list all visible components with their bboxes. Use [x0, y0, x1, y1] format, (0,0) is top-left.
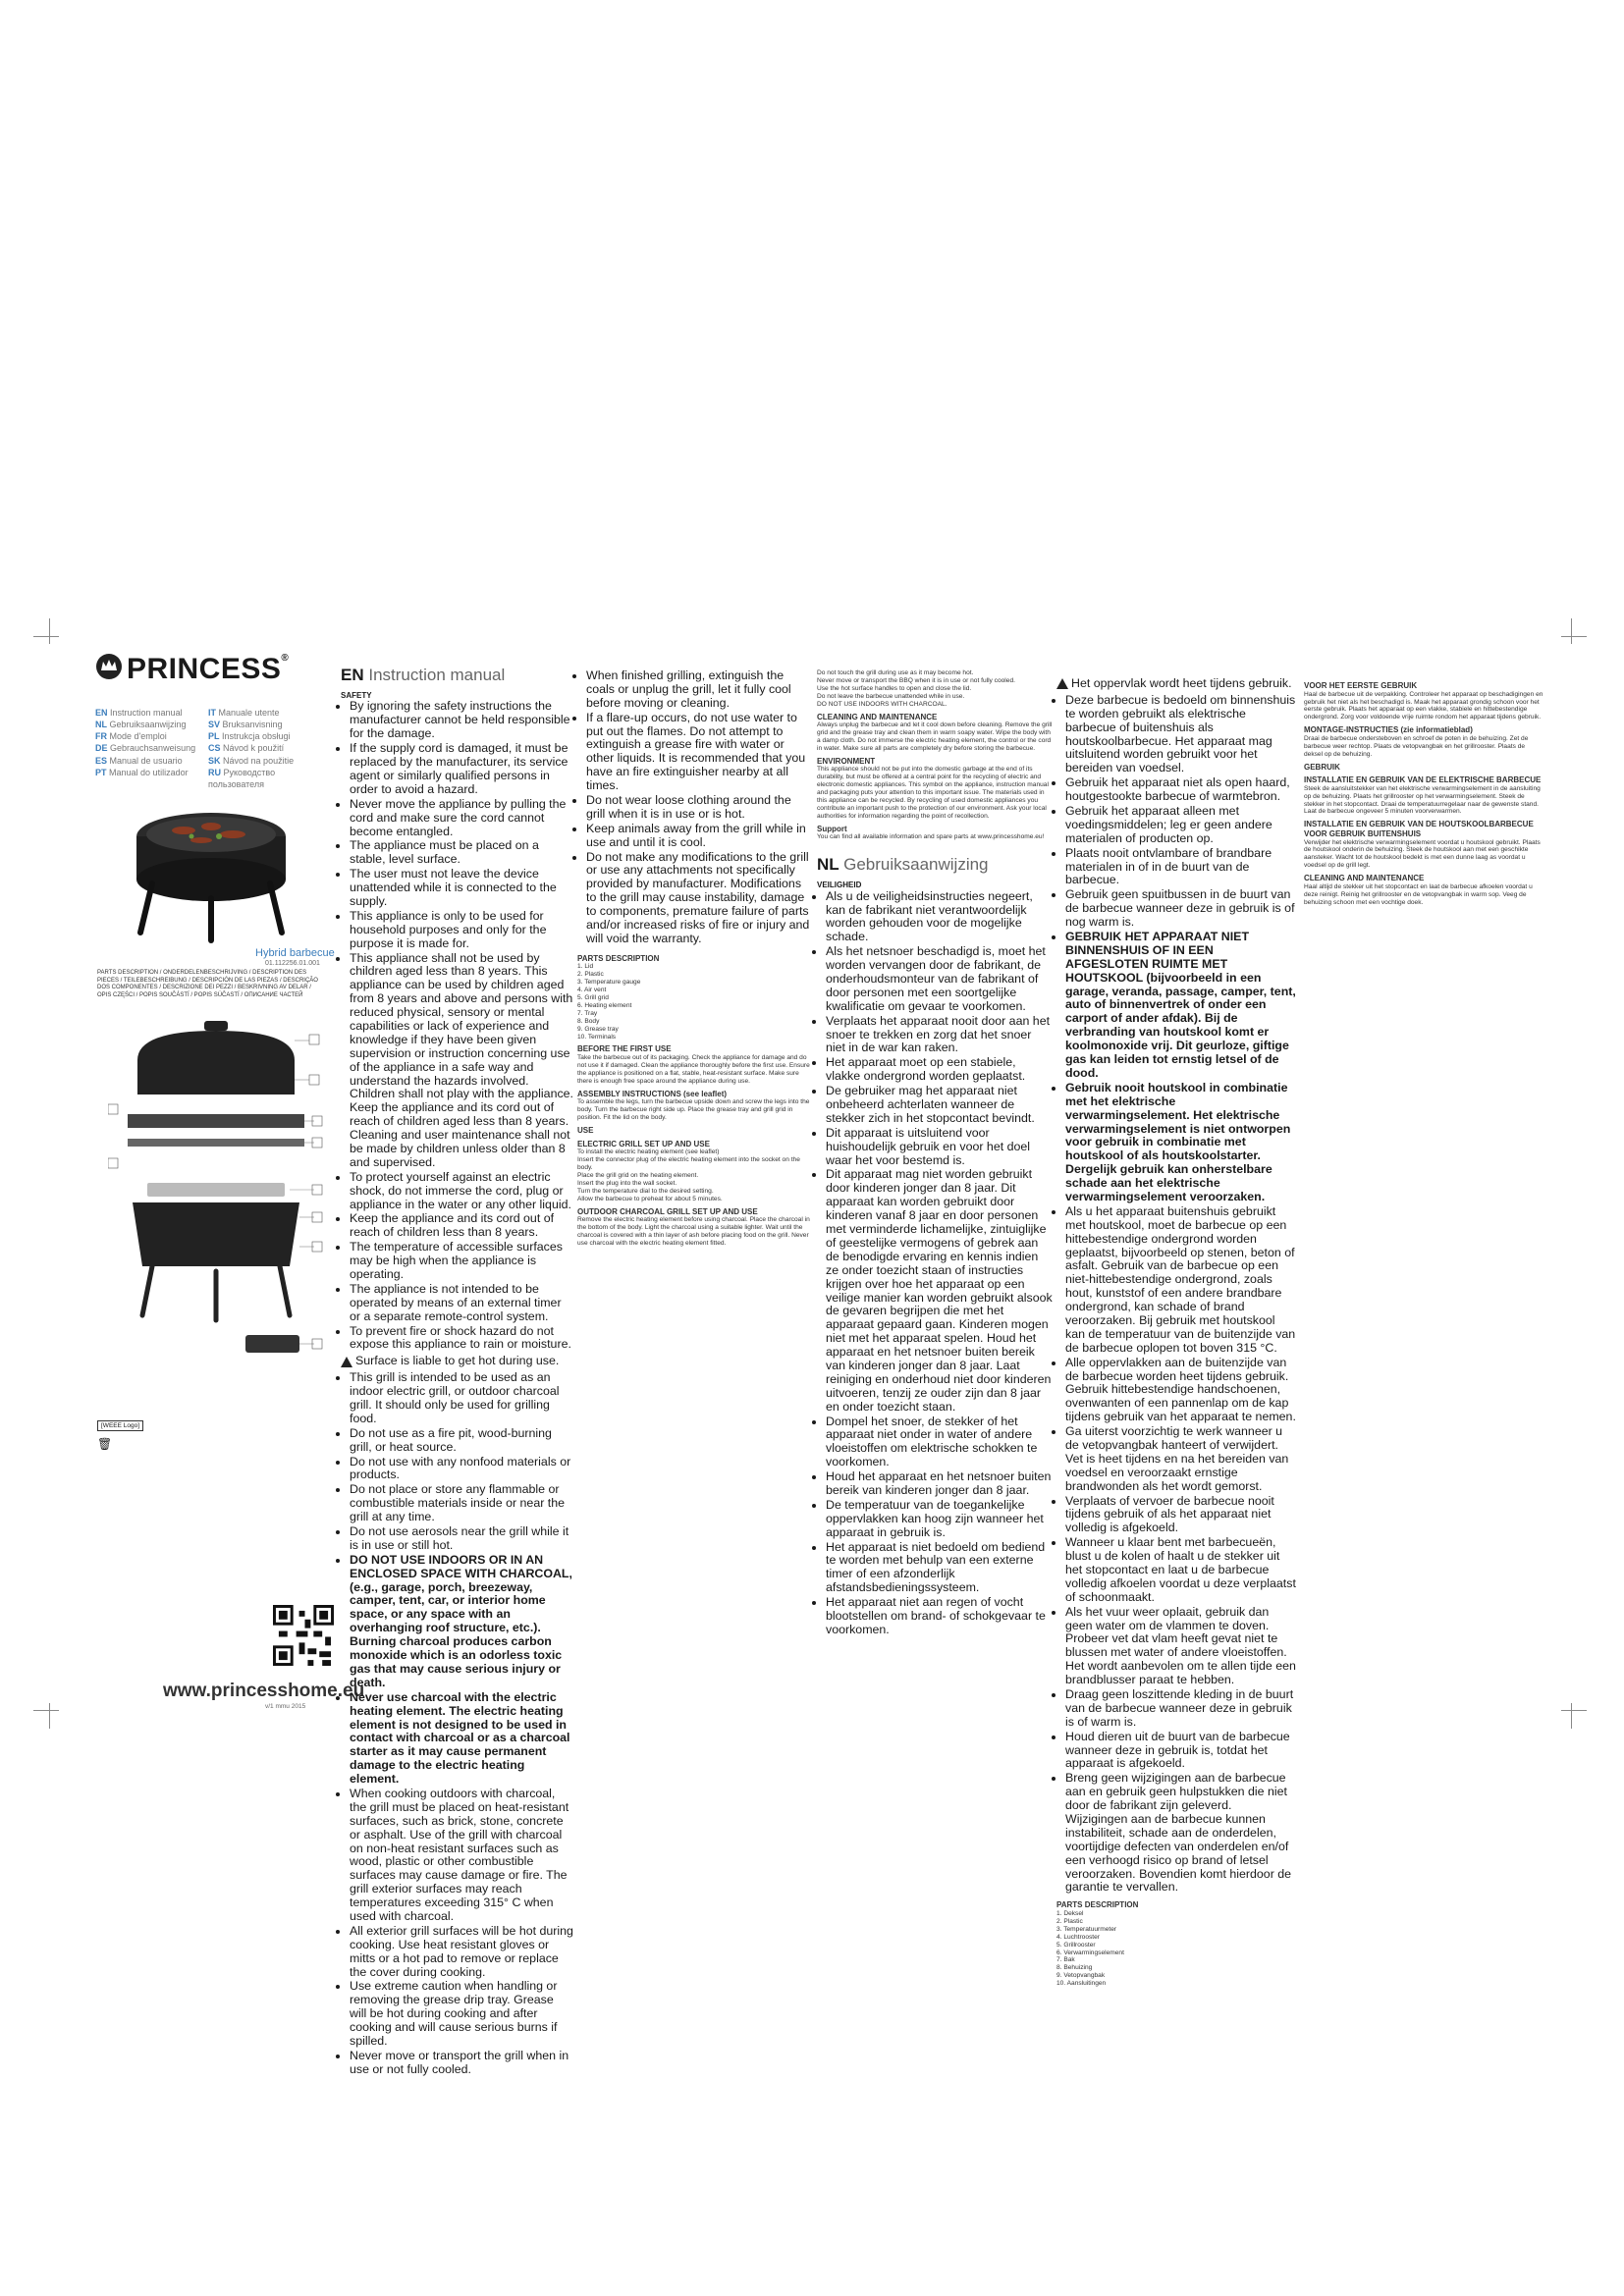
en-assembly-text: To assemble the legs, turn the barbecue upside down and screw the legs into the body. Turn the barbecue right side up. Place the grease tray and grill grid in position. Fit the lid on the body.	[577, 1098, 810, 1122]
language-item: SK Návod na použitie	[208, 755, 295, 766]
list-item: • Do not make any modifications to the grill or use any attachments not specifically provided by manufacturer. Modifications to the grill may cause instability, damage to components, premature failure of parts and/or increased risks of fire or injury and will void the warranty.	[586, 851, 813, 946]
hot-surface-warning: Surface is liable to get hot during use.	[355, 1354, 560, 1368]
list-item: • Houd dieren uit de buurt van de barbecue wanneer deze in gebruik is, totdat het apparaat is afgekoeld.	[1065, 1731, 1297, 1772]
nl-use-title: GEBRUIK	[1304, 762, 1340, 772]
en-support-text: You can find all available information and spare parts at www.princesshome.eu!	[817, 833, 1045, 841]
en-parts-title: PARTS DESCRIPTION	[577, 953, 660, 963]
crop-mark	[49, 618, 50, 644]
list-item: Do not touch the grill during use as it may become hot.	[817, 669, 974, 676]
crop-mark	[1561, 1710, 1587, 1711]
part-item: 3. Temperature gauge	[577, 979, 641, 987]
nl-charcoal-text: Verwijder het elektrische verwarmingselement voordat u houtskool gebruikt. Plaats de houtskool onderin de behuizing. Steek de houtskool aan met een geschikte aansteker. Wacht tot de houtskool bedekt is met een dunne laag as voordat u voedsel op de grill legt.	[1304, 838, 1541, 870]
en-environment-text: This appliance should not be put into the domestic garbage at the end of its durability, but must be offered at a central point for the recycling of electric and electronic domestic appliances. This symbol on the appliance, instruction manual and packaging puts your attention to this important issue. The materials used in this appliance can be recycled. By recycling of used domestic appliances you contribute an important push to the protection of our environment. Ask your local authorities for information regarding the point of recollection.	[817, 766, 1049, 820]
list-item: • To prevent fire or shock hazard do not expose this appliance to rain or moisture.	[350, 1325, 573, 1353]
list-item: • Do not use aerosols near the grill while it is in use or still hot.	[350, 1525, 573, 1553]
nl-first-use-text: Haal de barbecue uit de verpakking. Controleer het apparaat op beschadigingen en gebruik het niet als het beschadigd is. Maak het apparaat grondig schoon voor het eerste gebruik. Plaats het apparaat op een vlakke, stabiele en hittebestendige ondergrond. Zorg voor voldoende vrije ruimte rondom het apparaat tijdens gebruik.	[1304, 690, 1543, 721]
part-item: 10. Terminals	[577, 1033, 617, 1041]
nl-parts-title: PARTS DESCRIPTION	[1056, 1900, 1139, 1910]
list-item: • Never move or transport the grill when in use or not fully cooled.	[350, 2050, 573, 2077]
crop-mark	[1571, 618, 1572, 644]
list-item: • The appliance is not intended to be operated by means of an external timer or a separate remote-control system.	[350, 1283, 573, 1324]
nl-electric-title: INSTALLATIE EN GEBRUIK VAN DE ELEKTRISCHE BARBECUE	[1304, 775, 1542, 785]
list-item: DO NOT USE INDOORS WITH CHARCOAL.	[817, 700, 947, 708]
crop-mark	[33, 636, 59, 637]
list-item: • Ga uiterst voorzichtig te werk wanneer u de vetopvangbak hanteert of verwijdert. Vet is heet tijdens en na het bereiden van voedsel en veroorzaakt ernstige brandwonden als het wordt gemorst.	[1065, 1425, 1297, 1493]
bin-icon: 🗑	[97, 1437, 113, 1451]
list-item: • Do not place or store any flammable or combustible materials inside or near the grill at any time.	[350, 1483, 573, 1524]
part-item: 10. Aansluitingen	[1056, 1980, 1107, 1988]
part-item: 7. Tray	[577, 1009, 598, 1017]
en-charcoal-title: OUTDOOR CHARCOAL GRILL SET UP AND USE	[577, 1206, 758, 1216]
list-item: • Het apparaat niet aan regen of vocht blootstellen om brand- of schokgevaar te voorkomen.	[826, 1596, 1053, 1637]
list-item: • Als u de veiligheidsinstructies negeert, kan de fabrikant niet verantwoordelijk worden gehouden voor de mogelijke schade.	[826, 890, 1053, 945]
crop-mark	[1571, 1703, 1572, 1729]
list-item: • Keep animals away from the grill while in use and until it is cool.	[586, 823, 813, 850]
language-item: CS Návod k použití	[208, 743, 285, 754]
en-cleaning-text: Always unplug the barbecue and let it cool down before cleaning. Remove the grill grid and the grease tray and clean them in warm soapy water. Wipe the body with a damp cloth. Do not immerse the electric heating element, the control or the cord in water. Make sure all parts are completely dry before storing the barbecue.	[817, 721, 1053, 752]
part-item: 6. Verwarmingselement	[1056, 1949, 1124, 1956]
list-item: • Als het vuur weer oplaait, gebruik dan geen water om de vlammen te doven. Probeer vet dat vlam heeft gevat niet te blussen met water of andere vloeistoffen. Het wordt aanbevolen om te allen tijde een brandblusser paraat te hebben.	[1065, 1606, 1297, 1687]
en-before-text: Take the barbecue out of its packaging. Check the appliance for damage and do not use it if damaged. Clean the appliance thoroughly before the first use. Ensure the appliance is positioned on a flat, stable, heat-resistant surface. Make sure there is enough free space around the appliance during use.	[577, 1054, 810, 1085]
list-item: • Alle oppervlakken aan de buitenzijde van de barbecue worden heet tijdens gebruik. Gebruik hittebestendige handschoenen, ovenwanten of een pannenlap om de kap tijdens gebruik van het apparaat te nemen.	[1065, 1357, 1297, 1424]
part-item: 5. Grillrooster	[1056, 1941, 1096, 1949]
list-item: • This appliance shall not be used by children aged less than 8 years. This appliance can be used by children aged from 8 years and above and persons with reduced physical, sensory or mental capabilities or lack of experience and knowledge if they have been given supervision or instruction concerning use of the appliance in a safe way and understand the hazards involved. Children shall not play with the appliance. Keep the appliance and its cord out of reach of children aged less than 8 years. Cleaning and user maintenance shall not be made by children unless older than 8 and supervised.	[350, 952, 573, 1170]
list-item: • Gebruik nooit houtskool in combinatie met het elektrische verwarmingselement. Het elektrische verwarmingselement is niet ontworpen voor gebruik in combinatie met houtskool of als houtskoolstarter. Dergelijk gebruik kan onherstelbare schade aan het elektrische verwarmingselement veroorzaken.	[1065, 1082, 1297, 1204]
nl-cleaning-text: Haal altijd de stekker uit het stopcontact en laat de barbecue afkoelen voordat u deze reinigt. Reinig het grillrooster en de vetopvangbak in warm sop. Veeg de behuizing schoon met een vochtige doek.	[1304, 882, 1533, 906]
nl-column-2	[1056, 677, 1297, 1988]
part-item: 8. Body	[577, 1017, 600, 1025]
list-item: • Never move the appliance by pulling the cord and make sure the cord cannot become entangled.	[350, 798, 573, 839]
list-item: • Do not use with any nonfood materials or products.	[350, 1456, 573, 1483]
en-support-title: Support	[817, 824, 847, 833]
list-item: • This grill is intended to be used as an indoor electric grill, or outdoor charcoal grill. It should only be used for grilling food.	[350, 1371, 573, 1426]
crop-mark	[49, 1703, 50, 1729]
list-item: • The temperature of accessible surfaces may be high when the appliance is operating.	[350, 1241, 573, 1282]
nl-column-3	[1304, 677, 1544, 908]
en-section-title: EN Instruction manual	[341, 666, 506, 684]
list-item: • The appliance must be placed on a stable, level surface.	[350, 839, 573, 867]
product-photo	[123, 785, 299, 947]
parts-heading: PARTS DESCRIPTION / ONDERDELENBESCHRIJVING / DESCRIPTION DES PIECES / TEILEBESCHREIBUNG / DESCRIPCIÓN DE LAS PIEZAS / DESCRIÇÃO DOS COMPONENTES / DESCRIZIONE DEI PEZZI / BESKRIVNING AV DELAR / OPIS CZĘŚCI / POPIS SOUČÁSTÍ / POPIS SÚČASTÍ / ОПИСАНИЕ ЧАСТЕЙ	[97, 970, 318, 998]
crop-mark	[33, 1710, 59, 1711]
language-item: DE Gebrauchsanweisung	[95, 743, 196, 754]
part-item: 1. Lid	[577, 963, 594, 971]
list-item: • Never use charcoal with the electric heating element. The electric heating element is not designed to be used in contact with charcoal or as a charcoal starter as it may cause permanent damage to the electric heating element.	[350, 1691, 573, 1787]
list-item: • Keep the appliance and its cord out of reach of children less than 8 years.	[350, 1212, 573, 1240]
part-item: 7. Bak	[1056, 1956, 1075, 1964]
part-item: 4. Luchtrooster	[1056, 1933, 1100, 1941]
weee-logo: [WEEE Logo] 🗑	[97, 1420, 143, 1451]
list-item: • Breng geen wijzigingen aan de barbecue aan en gebruik geen hulpstukken die niet door de fabrikant zijn geleverd. Wijzigingen aan de barbecue kunnen instabiliteit, schade aan de onderdelen, voortijdige defecten van onderdelen en/of een verhoogd risico op brand of letsel veroorzaken. Bovendien komt hierdoor de garantie te vervallen.	[1065, 1772, 1297, 1895]
part-item: 6. Heating element	[577, 1001, 632, 1009]
part-item: 9. Grease tray	[577, 1025, 619, 1033]
product-name: Hybrid barbecue	[255, 947, 335, 959]
list-item: • Als u het apparaat buitenshuis gebruikt met houtskool, moet de barbecue op een hittebestendige ondergrond worden geplaatst, bijvoorbeeld op stenen, beton of asfalt. Gebruik van de barbecue op een niet-hittebestendige ondergrond, zoals hout, kunststof of een andere brandbare ondergrond, kan schade of brand veroorzaken. Bij gebruik met houtskool kan de temperatuur van de buitenzijde van de barbecue oplopen tot boven 315 °C.	[1065, 1205, 1297, 1356]
en-use-title: USE	[577, 1126, 594, 1135]
list-item: Never move or transport the BBQ when it is in use or not fully cooled.	[817, 676, 1015, 684]
parts-diagram	[108, 1021, 324, 1394]
list-item: Use the hot surface handles to open and close the lid.	[817, 684, 972, 692]
part-item: 2. Plastic	[577, 971, 604, 979]
version-code: v/1 mmu 2015	[265, 1703, 306, 1710]
hot-surface-icon	[341, 1357, 352, 1367]
list-item: • Als het netsnoer beschadigd is, moet het worden vervangen door de fabrikant, de onderhoudsmonteur van de fabrikant of door personen met een soortgelijke kwalificatie om gevaar te voorkomen.	[826, 945, 1053, 1013]
nl-section-title: NL Gebruiksaanwijzing	[817, 855, 989, 875]
step-item: Turn the temperature dial to the desired setting.	[577, 1187, 714, 1195]
list-item: • Dit apparaat is uitsluitend voor huishoudelijk gebruik en voor het doel waar het voor bestemd is.	[826, 1127, 1053, 1168]
part-item: 4. Air vent	[577, 987, 607, 994]
nl-assembly-title: MONTAGE-INSTRUCTIES (zie informatieblad)	[1304, 725, 1473, 735]
crop-mark	[1561, 636, 1587, 637]
list-item: • Plaats nooit ontvlambare of brandbare materialen in of in de buurt van de barbecue.	[1065, 847, 1297, 888]
step-item: Allow the barbecue to preheat for about 5 minutes.	[577, 1195, 723, 1202]
list-item: • If a flare-up occurs, do not use water to put out the flames. Do not attempt to extinguish a grease fire with water or other liquids. It is recommended that you have an fire extinguisher nearby at all times.	[586, 712, 813, 793]
part-item: 3. Temperatuurmeter	[1056, 1925, 1117, 1933]
nl-first-use-title: VOOR HET EERSTE GEBRUIK	[1304, 681, 1418, 690]
hot-surface-icon	[1056, 678, 1068, 689]
list-item: Do not leave the barbecue unattended while in use.	[817, 692, 965, 700]
language-list	[95, 707, 321, 790]
step-item: Place the grill grid on the heating element.	[577, 1171, 699, 1179]
nl-electric-text: Steek de aansluitstekker van het elektrische verwarmingselement in de aansluiting op de behuizing. Plaats het grillrooster op het verwarmingselement. Steek de stekker in het stopcontact. Draai de temperatuurregelaar naar de gewenste stand. Laat de barbecue ongeveer 5 minuten voorverwarmen.	[1304, 784, 1541, 816]
list-item: • De temperatuur van de toegankelijke oppervlakken kan hoog zijn wanneer het apparaat in gebruik is.	[826, 1499, 1053, 1540]
list-item: • Draag geen loszittende kleding in de buurt van de barbecue wanneer deze in gebruik is of warm is.	[1065, 1688, 1297, 1730]
list-item: • Use extreme caution when handling or removing the grease drip tray. Grease will be hot during cooking and after cooking and will cause serious burns if spilled.	[350, 1980, 573, 2048]
website-url: www.princesshome.eu	[163, 1681, 365, 1701]
list-item: • Wanneer u klaar bent met barbecueën, blust u de kolen of haalt u de stekker uit het stopcontact en laat u de barbecue volledig afkoelen voordat u deze verplaatst of schoonmaakt.	[1065, 1536, 1297, 1604]
language-item: SV Bruksanvisning	[208, 720, 283, 730]
en-column-2	[577, 669, 813, 1250]
list-item: • Gebruik geen spuitbussen in de buurt van de barbecue wanneer deze in gebruik is of nog warm is.	[1065, 888, 1297, 930]
part-item: 2. Plastic	[1056, 1917, 1083, 1925]
part-item: 8. Behuizing	[1056, 1964, 1093, 1972]
product-code: 01.112256.01.001	[265, 960, 320, 967]
language-item: PL Instrukcja obsługi	[208, 731, 291, 742]
list-item: • The user must not leave the device unattended while it is connected to the supply.	[350, 868, 573, 909]
nl-safety-heading: VEILIGHEID	[817, 881, 862, 890]
qr-code	[273, 1605, 334, 1666]
en-column-3	[817, 669, 1053, 1638]
part-item: 5. Grill grid	[577, 994, 609, 1002]
en-environment-title: ENVIRONMENT	[817, 756, 876, 766]
en-charcoal-text: Remove the electric heating element before using charcoal. Place the charcoal in the bottom of the body. Light the charcoal using a suitable lighter. Wait until the charcoal is covered with a thin layer of ash before placing food on the grill. Never use charcoal with the electric heating element fitted.	[577, 1216, 810, 1247]
en-safety-heading: SAFETY	[341, 691, 372, 701]
list-item: • By ignoring the safety instructions the manufacturer cannot be held responsible for the damage.	[350, 700, 573, 741]
list-item: • When finished grilling, extinguish the coals or unplug the grill, let it fully cool before moving or cleaning.	[586, 669, 813, 711]
language-item: EN Instruction manual	[95, 708, 183, 718]
list-item: • Dit apparaat mag niet worden gebruikt door kinderen jonger dan 8 jaar. Dit apparaat kan worden gebruikt door kinderen vanaf 8 jaar en door personen met verminderde lichamelijke, zintuiglijke of geestelijke vermogens of gebrek aan de benodigde ervaring en kennis indien ze onder toezicht staan of instructies krijgen over hoe het apparaat op een veilige manier kan worden gebruikt alsook de gevaren begrijpen die met het apparaat gepaard gaan. Kinderen mogen niet met het apparaat spelen. Houd het apparaat en het netsnoer buiten bereik van kinderen jonger dan 8 jaar. Laat reiniging en onderhoud niet door kinderen uitvoeren, tenzij ze ouder zijn dan 8 jaar en onder toezicht staan.	[826, 1168, 1053, 1414]
en-assembly-title: ASSEMBLY INSTRUCTIONS (see leaflet)	[577, 1089, 728, 1098]
list-item: • If the supply cord is damaged, it must be replaced by the manufacturer, its service agent or similarly qualified persons in order to avoid a hazard.	[350, 742, 573, 797]
part-item: 1. Deksel	[1056, 1909, 1084, 1917]
list-item: • GEBRUIK HET APPARAAT NIET BINNENSHUIS OF IN EEN AFGESLOTEN RUIMTE MET HOUTSKOOL (bijvoorbeeld in een garage, veranda, passage, camper, tent, auto of binnenvertrek of onder een carport of ander afdak). Bij de verbranding van houtskool komt er koolmonoxide vrij. Dit geurloze, giftige gas kan leiden tot ernstig letsel of de dood.	[1065, 931, 1297, 1081]
list-item: • Gebruik het apparaat alleen met voedingsmiddelen; leg er geen andere materialen of producten op.	[1065, 805, 1297, 846]
step-item: Insert the connector plug of the electric heating element into the socket on the body.	[577, 1156, 800, 1171]
list-item: • Verplaats of vervoer de barbecue nooit tijdens gebruik of als het apparaat niet volledig is afgekoeld.	[1065, 1495, 1297, 1536]
list-item: • This appliance is only to be used for household purposes and only for the purpose it is made for.	[350, 910, 573, 951]
language-item: NL Gebruiksaanwijzing	[95, 720, 187, 730]
list-item: • To protect yourself against an electric shock, do not immerse the cord, plug or appliance in the water or any other liquid.	[350, 1171, 573, 1212]
language-item: PT Manual do utilizador	[95, 767, 189, 777]
crown-icon	[95, 653, 123, 688]
language-item: ES Manual de usuario	[95, 755, 183, 766]
brand-name: PRINCESS	[127, 653, 282, 685]
nl-assembly-text: Draai de barbecue ondersteboven en schroef de poten in de behuizing. Zet de barbecue weer rechtop. Plaats de vetopvangbak en het grillrooster. Plaats de deksel op de behuizing.	[1304, 734, 1529, 758]
list-item: • Gebruik het apparaat niet als open haard, houtgestookte barbecue of warmtebron.	[1065, 776, 1297, 804]
en-before-title: BEFORE THE FIRST USE	[577, 1044, 672, 1054]
language-item: IT Manuale utente	[208, 708, 280, 718]
en-electric-title: ELECTRIC GRILL SET UP AND USE	[577, 1139, 710, 1148]
step-item: Insert the plug into the wall socket.	[577, 1179, 677, 1187]
list-item: • Do not use as a fire pit, wood-burning grill, or heat source.	[350, 1427, 573, 1455]
list-item: • Houd het apparaat en het netsnoer buiten bereik van kinderen jonger dan 8 jaar.	[826, 1470, 1053, 1498]
list-item: • When cooking outdoors with charcoal, the grill must be placed on heat-resistant surfaces, such as brick, stone, concrete or asphalt. Use of the grill with charcoal on non-heat resistant surfaces such as wood, plastic or other combustible surfaces may cause damage or fire. The grill exterior surfaces may reach temperatures exceeding 315° C when used with charcoal.	[350, 1788, 573, 1924]
list-item: • Deze barbecue is bedoeld om binnenshuis te worden gebruikt als elektrische barbecue of buitenshuis als houtskoolbarbecue. Het apparaat mag uitsluitend worden gebruikt voor het bereiden van voedsel.	[1065, 694, 1297, 775]
brand-logo: PRINCESS®	[95, 653, 289, 688]
en-cleaning-title: CLEANING AND MAINTENANCE	[817, 712, 938, 721]
list-item: • Verplaats het apparaat nooit door aan het snoer te trekken en zorg dat het snoer niet in de war kan raken.	[826, 1015, 1053, 1056]
en-column-1	[341, 666, 573, 2078]
hot-surface-warning: Het oppervlak wordt heet tijdens gebruik.	[1071, 676, 1292, 690]
nl-cleaning-title: CLEANING AND MAINTENANCE	[1304, 874, 1425, 883]
list-item: • Do not wear loose clothing around the grill when it is in use or is hot.	[586, 794, 813, 822]
list-item: • Het apparaat is niet bedoeld om bediend te worden met behulp van een externe timer of een afzonderlijk afstandsbedieningssysteem.	[826, 1541, 1053, 1596]
part-item: 9. Vetopvangbak	[1056, 1972, 1106, 1980]
list-item: • Het apparaat moet op een stabiele, vlakke ondergrond worden geplaatst.	[826, 1056, 1053, 1084]
step-item: To install the electric heating element (see leaflet)	[577, 1148, 720, 1156]
language-item: RU Руководство пользователя	[208, 767, 276, 789]
list-item: • All exterior grill surfaces will be hot during cooking. Use heat resistant gloves or mitts or a hot pad to remove or replace the cover during cooking.	[350, 1925, 573, 1980]
list-item: • De gebruiker mag het apparaat niet onbeheerd achterlaten wanneer de stekker zich in het stopcontact bevindt.	[826, 1085, 1053, 1126]
nl-charcoal-title: INSTALLATIE EN GEBRUIK VAN DE HOUTSKOOLBARBECUE VOOR GEBRUIK BUITENSHUIS	[1304, 820, 1534, 838]
list-item: • DO NOT USE INDOORS OR IN AN ENCLOSED SPACE WITH CHARCOAL, (e.g., garage, porch, breezeway, camper, tent, car, or interior home space, or any space with an overhanging roof structure, etc.). Burning charcoal produces carbon monoxide which is an odorless toxic gas that may cause serious injury or death.	[350, 1554, 573, 1690]
list-item: • Dompel het snoer, de stekker of het apparaat niet onder in water of andere vloeistoffen om elektrische schokken te voorkomen.	[826, 1415, 1053, 1470]
language-item: FR Mode d'emploi	[95, 731, 167, 742]
